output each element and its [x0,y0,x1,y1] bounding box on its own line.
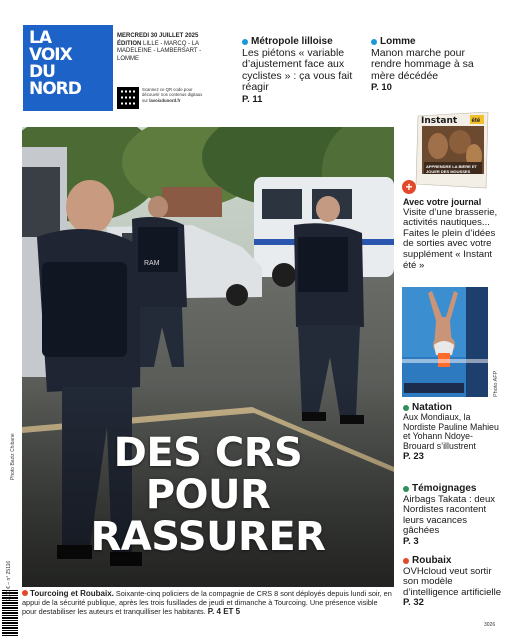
instant-ete-magazine-cover[interactable] [412,112,490,192]
qr-code-icon[interactable] [117,87,139,109]
caption-text: Soixante-cinq policiers de la compagnie de CRS 8 sont déployés depuis lundi soir, en appui de la sécurité publique, après les trois fusillades de jeudi et dimanche à Tourcoing. Une présence visible pour destabiliser les auteurs et tranquilliser les habitants. [22,589,392,616]
teaser-rubric: Métropole lilloise [251,36,333,47]
magazine-cover-line: APPRENDRE LA BIÈRE ET JOUER DES MOUSSES [426,165,477,174]
headline-line-1: DES CRS [113,430,303,476]
edition-towns: LILLE - MARCQ - LA MADELEINE - LAMBERSART - LOMME [117,40,202,62]
photo-credit-swim: Photo AFP [493,370,499,397]
bullet-dot-icon [22,590,28,596]
teaser-rubric: Lomme [380,36,416,47]
swimmer-photo[interactable] [402,287,488,397]
magazine-badge: été [471,118,481,124]
teaser-text: Aux Mondiaux, la Nordiste Pauline Mahieu et Yohann Ndoye-Brouard s’illustrent [403,411,499,452]
folio-number: 3026 [484,622,496,628]
headline-line-3: RASSURER [90,514,326,560]
teaser-instant-ete[interactable] [403,197,503,271]
bullet-dot-icon [242,39,248,45]
teaser-rubric: Témoignages [412,483,477,494]
logo-line-4: NORD [29,79,81,99]
bullet-dot-icon [403,486,409,492]
teaser-metropole-lilloise[interactable] [242,36,367,105]
plus-icon: + [402,180,416,194]
teaser-text: Visite d’une brasserie, activités nautiques... Faites le plein d’idées de sorties avec votre supplément « Instant été » [403,206,498,271]
photo-credit-main: Photo Baziz Chibane [10,433,16,480]
edition-line [117,41,209,64]
teaser-text: OVHcloud veut sortir son modèle d’intelligence artificielle [403,565,502,598]
bullet-dot-icon [403,405,409,411]
teaser-natation[interactable] [403,403,503,462]
qr-caption-text: Scannez ce QR code pour découvrir nos contenus digitaux sur [142,87,203,103]
caption-page: P. 4 ET 5 [207,607,241,616]
issue-date: MERCREDI 30 JUILLET 2025 [117,33,199,39]
teaser-temoignages[interactable] [403,484,503,548]
teaser-text: Les piétons « variable d’ajustement face aux cyclistes » : ça vous fait réagir [242,46,353,93]
logo-line-2: VOIX [29,45,72,65]
teaser-text: Airbags Takata : deux Nordistes racontent leurs vacances gâchées [403,493,496,537]
teaser-page: P. 11 [242,93,263,105]
teaser-rubric: Avec votre journal [403,197,482,207]
teaser-lomme[interactable] [371,36,491,94]
bullet-dot-icon [371,39,377,45]
teaser-page: P. 32 [403,597,424,609]
price-issue-number: 2,00 € – n° 25116 [6,560,12,600]
bullet-dot-icon [403,558,409,564]
edition-info [117,33,209,63]
edition-label: ÉDITION [117,40,142,47]
caption-lead: Tourcoing et Roubaix. [30,589,114,598]
main-headline[interactable] [22,432,394,558]
logo-line-3: DU [29,62,55,82]
headline-line-2: POUR [145,472,271,518]
teaser-page: P. 3 [403,535,419,547]
magazine-brand: Instant [421,116,458,126]
qr-code-caption [142,87,208,103]
teaser-page: P. 23 [403,450,424,462]
teaser-rubric: Natation [412,402,452,413]
teaser-page: P. 10 [371,82,392,93]
teaser-rubric: Roubaix [412,555,452,566]
teaser-text: Manon marche pour rendre hommage à sa mère décédée [371,46,474,82]
logo-line-1: LA [29,28,51,48]
newspaper-logo[interactable] [23,25,113,111]
teaser-roubaix[interactable] [403,556,503,609]
qr-caption-site[interactable]: lavoixdunord.fr [149,97,181,103]
main-story-caption[interactable] [22,589,392,616]
